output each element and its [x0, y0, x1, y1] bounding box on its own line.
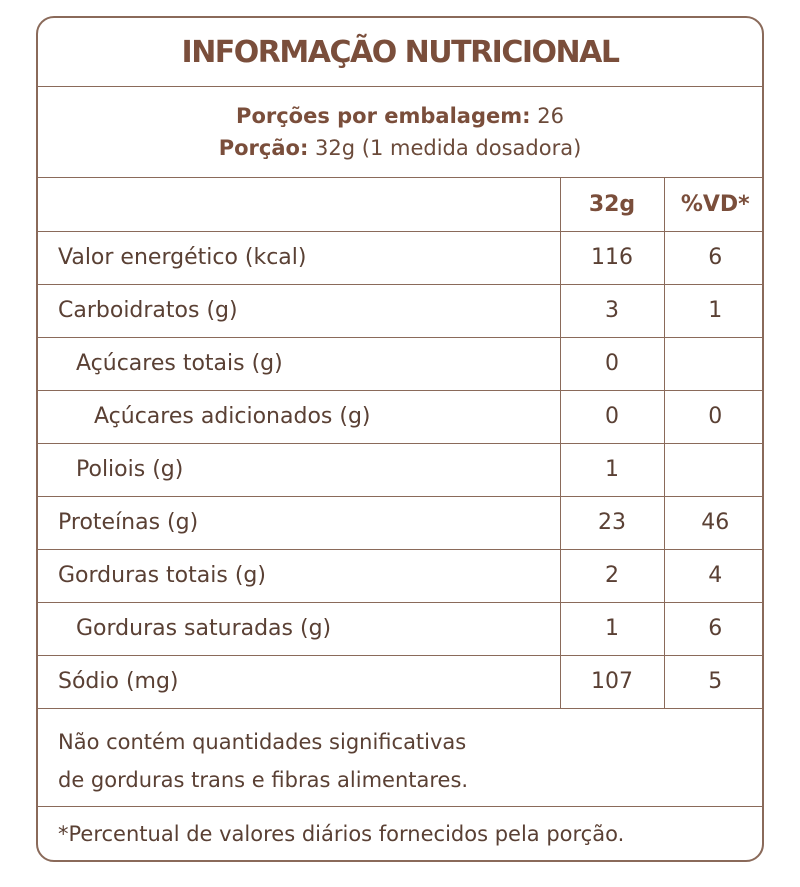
- nutrient-amount: 107: [560, 655, 664, 708]
- nutrient-amount: 0: [560, 390, 664, 443]
- nutrient-name: Açúcares adicionados (g): [38, 390, 560, 443]
- nutrient-name: Sódio (mg): [38, 655, 560, 708]
- table-row: [38, 496, 764, 549]
- table-row: [38, 443, 764, 496]
- nutrient-amount: 0: [560, 337, 664, 390]
- table-row: [38, 231, 764, 284]
- nutrient-daily-value: [664, 337, 764, 390]
- nutrient-amount: 1: [560, 443, 664, 496]
- header-nutrient: [38, 178, 560, 231]
- nutrient-daily-value: 46: [664, 496, 764, 549]
- nutrient-name: Gorduras totais (g): [38, 549, 560, 602]
- nutrient-name: Valor energético (kcal): [38, 231, 560, 284]
- nutrient-daily-value: 5: [664, 655, 764, 708]
- nutrient-name: Proteínas (g): [38, 496, 560, 549]
- nutrient-amount: 116: [560, 231, 664, 284]
- trans-fat-fiber-note: [38, 709, 762, 807]
- table-row: [38, 390, 764, 443]
- nutrient-name: Gorduras saturadas (g): [38, 602, 560, 655]
- table-row: [38, 549, 764, 602]
- nutrient-amount: 2: [560, 549, 664, 602]
- nutrition-facts-label: [36, 16, 764, 862]
- nutrient-name: Açúcares totais (g): [38, 337, 560, 390]
- table-row: [38, 337, 764, 390]
- nutrition-table: [38, 178, 764, 709]
- table-row: [38, 655, 764, 708]
- nutrient-daily-value: [664, 443, 764, 496]
- nutrient-name: Poliois (g): [38, 443, 560, 496]
- note-line: Não contém quantidades significativas: [58, 729, 467, 754]
- header-portion-amount: 32g: [560, 178, 664, 231]
- portion-size-value: 32g (1 medida dosadora): [315, 136, 582, 160]
- nutrient-amount: 3: [560, 284, 664, 337]
- table-row: [38, 284, 764, 337]
- portions-per-package: [236, 100, 564, 132]
- nutrient-daily-value: 4: [664, 549, 764, 602]
- nutrient-amount: 23: [560, 496, 664, 549]
- portion-size-label: Porção:: [218, 136, 309, 160]
- portion-size: [219, 132, 582, 164]
- portions-per-package-label: Porções por embalagem:: [236, 104, 531, 128]
- table-header-row: [38, 178, 764, 231]
- nutrient-amount: 1: [560, 602, 664, 655]
- nutrient-daily-value: 0: [664, 390, 764, 443]
- nutrient-daily-value: 1: [664, 284, 764, 337]
- header-daily-value: %VD*: [664, 178, 764, 231]
- nutrient-name: Carboidratos (g): [38, 284, 560, 337]
- table-row: [38, 602, 764, 655]
- portions-section: [38, 87, 762, 178]
- note-line: de gorduras trans e fibras alimentares.: [58, 767, 469, 792]
- label-title: INFORMAÇÃO NUTRICIONAL: [38, 18, 762, 87]
- nutrient-daily-value: 6: [664, 602, 764, 655]
- daily-value-footnote: *Percentual de valores diários fornecidos pela porção.: [58, 821, 625, 846]
- portions-per-package-value: 26: [537, 104, 564, 128]
- nutrient-daily-value: 6: [664, 231, 764, 284]
